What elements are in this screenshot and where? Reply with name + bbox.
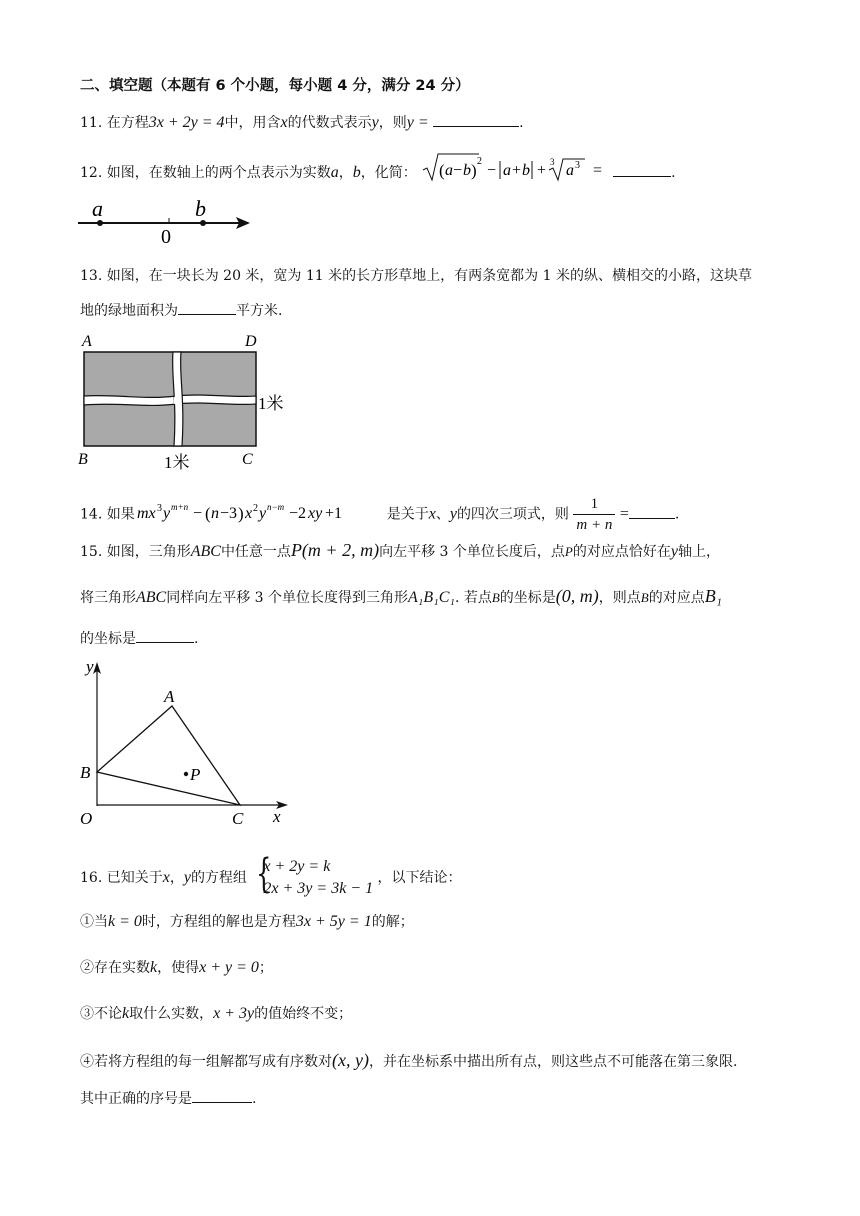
q16-text-a: 已知关于 — [106, 870, 163, 886]
q16-c1b: 时，方程组的解也是方程 — [141, 914, 296, 930]
q16-c2k: k — [150, 959, 158, 976]
q11-var-x: x — [280, 114, 288, 131]
q12-number: 12. — [80, 165, 103, 181]
svg-text:3: 3 — [575, 160, 581, 171]
svg-text:a: a — [503, 162, 512, 179]
q15-label-O: O — [80, 809, 93, 828]
question-11 — [80, 112, 524, 133]
q13-road-bottom-label: 1米 — [164, 453, 190, 472]
question-16 — [80, 851, 462, 900]
q16-conclusion-2 — [80, 958, 273, 978]
q15-y: y — [670, 543, 678, 560]
svg-text:+: + — [512, 162, 522, 179]
svg-text:−3: −3 — [219, 504, 237, 522]
svg-text:): ) — [471, 161, 477, 180]
q13-label-A: A — [82, 333, 92, 350]
question-13-line2 — [80, 300, 282, 321]
q15-label-P: P — [190, 765, 201, 784]
svg-text:n: n — [210, 504, 219, 522]
q16-sep: ， — [169, 870, 184, 886]
q15-tri-2: ABC — [136, 589, 167, 606]
q16-c2c: ； — [258, 960, 273, 976]
q15-tri: ABC — [190, 543, 221, 560]
q15-answer-blank[interactable] — [136, 628, 194, 643]
svg-text:(: ( — [204, 503, 211, 523]
q15-end: . — [194, 631, 199, 647]
q13-line2a: 地的绿地面积为 — [80, 303, 178, 319]
q11-text-b: 中，用含 — [224, 115, 281, 131]
svg-text:x: x — [244, 504, 252, 522]
q14-end: . — [674, 506, 680, 523]
q16-var-x: x — [162, 869, 170, 886]
svg-text:(: ( — [439, 161, 445, 180]
svg-text:xy: xy — [307, 504, 322, 522]
svg-text:−: − — [487, 162, 497, 179]
q14-var-x: x — [428, 505, 436, 523]
question-14 — [80, 494, 679, 535]
svg-text:−: − — [192, 504, 202, 522]
q14-text-b: 是关于 — [386, 506, 429, 523]
svg-text:−: − — [453, 162, 463, 179]
q13-label-B: B — [78, 451, 88, 468]
q16-c3k: k — [122, 1005, 130, 1022]
q15-label-A: A — [164, 687, 175, 706]
svg-text:=: = — [593, 162, 603, 179]
svg-text:+1: +1 — [324, 504, 342, 522]
q15-tri1: A₁B₁C₁ — [408, 589, 455, 606]
q16-conclusion-4 — [80, 1050, 737, 1072]
q12-expression — [421, 150, 613, 186]
q16-c2b: ，使得 — [157, 960, 200, 976]
q16-c2a: ②存在实数 — [80, 960, 150, 976]
svg-text:b: b — [463, 162, 472, 179]
q16-equation-system: { x + 2y = k 2x + 3y = 3k − 1 — [251, 856, 373, 900]
q16-c1c: 的解； — [371, 914, 414, 930]
q14-fraction — [573, 494, 615, 535]
q12-text-a: 如图，在数轴上的两个点表示为实数 — [106, 165, 331, 181]
q12-sep: ， — [338, 165, 353, 181]
question-15-line3 — [80, 628, 198, 649]
svg-text:2: 2 — [252, 502, 258, 514]
question-13-line1 — [80, 266, 752, 286]
svg-text:a: a — [445, 162, 454, 179]
q15-line1c: 向左平移 3 个单位长度后，点 — [379, 544, 565, 560]
q16-final — [80, 1088, 256, 1109]
q14-frac-num: 1 — [573, 494, 615, 515]
q16-text-b: 的方程组 — [190, 870, 247, 886]
svg-text:y: y — [162, 504, 170, 522]
q15-b-2: B — [640, 590, 649, 605]
q14-number: 14. — [80, 506, 103, 523]
q15-line2c: . 若点 — [454, 590, 492, 606]
q16-final-a: 其中正确的序号是 — [80, 1091, 192, 1107]
q16-text-c: ，以下结论： — [377, 870, 462, 886]
q11-text-c: 的代数式表示 — [287, 115, 372, 131]
q12-var-b: b — [352, 164, 361, 181]
q12-label-zero: 0 — [161, 226, 171, 248]
svg-text:n−m: n−m — [266, 501, 284, 512]
q16-var-y: y — [183, 869, 191, 886]
q15-number: 15. — [80, 544, 103, 560]
q14-polynomial — [135, 500, 387, 524]
svg-text:m+n: m+n — [170, 501, 188, 512]
q16-c2eq: x + y = 0 — [199, 959, 259, 976]
q15-line2b: 同样向左平移 3 个单位长度得到三角形 — [166, 590, 409, 606]
q16-answer-blank[interactable] — [192, 1088, 252, 1103]
svg-text:+: + — [537, 162, 547, 179]
q16-c1k: k = 0 — [108, 913, 142, 930]
svg-text:mx: mx — [136, 504, 156, 522]
q16-c4a: ④若将方程组的每一组解都写成有序数对 — [80, 1054, 332, 1070]
q14-text-a: 如果 — [106, 506, 135, 523]
q15-point: P(m + 2, m) — [290, 540, 380, 560]
q11-equation: 3x + 2y = 4 — [148, 114, 225, 131]
q16-c1eq: 3x + 5y = 1 — [295, 913, 372, 930]
question-12 — [80, 156, 676, 186]
q16-c3a: ③不论 — [80, 1006, 122, 1022]
q11-answer-blank[interactable] — [433, 112, 519, 127]
q11-lhs: y = — [406, 114, 429, 131]
q11-var-y: y — [371, 114, 379, 131]
q15-line3: 的坐标是 — [80, 631, 136, 647]
q11-end: . — [519, 115, 524, 131]
q15-line1a: 如图，三角形 — [106, 544, 191, 560]
q16-end: . — [252, 1091, 257, 1107]
q15-point-p — [184, 772, 188, 776]
q15-line1e: 轴上， — [677, 544, 720, 560]
q15-p: P — [564, 544, 573, 559]
q15-line2e: ，则点 — [598, 590, 641, 606]
q13-label-C: C — [242, 451, 253, 468]
q14-var-y: y — [449, 505, 457, 523]
q13-number: 13. — [80, 268, 103, 284]
q13-figure — [76, 330, 296, 478]
q16-number: 16. — [80, 870, 103, 886]
q12-var-a: a — [330, 164, 339, 181]
q15-figure — [76, 654, 296, 834]
section-title: 二、填空题（本题有 6 个小题，每小题 4 分，满分 24 分） — [80, 78, 470, 94]
q15-line2d: 的坐标是 — [499, 590, 556, 606]
question-15-line2 — [80, 586, 722, 608]
q16-eq1: x + 2y = k — [263, 858, 331, 875]
q15-line1d: 的对应点恰好在 — [572, 544, 671, 560]
q13-line1: 如图，在一块长为 20 米，宽为 11 米的长方形草地上，有两条宽都为 1 米的纵、横相交的小路，这块草 — [106, 268, 752, 284]
q16-c3b: 取什么实数， — [129, 1006, 214, 1022]
q13-answer-blank[interactable] — [178, 300, 236, 315]
q16-c1a: ①当 — [80, 914, 108, 930]
q15-line1b: 中任意一点 — [220, 544, 291, 560]
q11-text-a: 在方程 — [106, 115, 149, 131]
q12-label-a: a — [92, 196, 103, 221]
q13-label-D: D — [245, 333, 257, 350]
q15-b: B — [491, 590, 500, 605]
svg-text:2: 2 — [477, 156, 483, 167]
svg-text:b: b — [522, 162, 531, 179]
q15-coord: (0, m) — [555, 586, 599, 606]
q13-line2b: 平方米. — [236, 303, 283, 319]
svg-text:a: a — [566, 162, 575, 179]
q12-text-b: ，化简： — [360, 165, 417, 181]
q15-line2f: 的对应点 — [648, 590, 705, 606]
q14-sep: 、 — [435, 506, 450, 523]
q14-text-c: 的四次三项式，则 — [456, 506, 569, 523]
q14-frac-den: m + n — [576, 517, 613, 533]
svg-text:3: 3 — [156, 502, 162, 514]
q13-road-right-label: 1米 — [258, 394, 284, 413]
q12-end: . — [671, 165, 676, 181]
svg-text:−2: −2 — [288, 504, 306, 522]
q11-number: 11. — [80, 115, 103, 131]
q15-label-C: C — [232, 809, 244, 828]
q16-c3c: 的值始终不变； — [254, 1006, 353, 1022]
q12-label-b: b — [195, 196, 206, 221]
q11-text-d: ，则 — [378, 115, 407, 131]
q15-line2a: 将三角形 — [80, 590, 136, 606]
q14-answer-blank[interactable] — [629, 504, 675, 519]
q16-conclusion-3 — [80, 1004, 352, 1024]
q16-eq2: 2x + 3y = 3k − 1 — [263, 880, 374, 897]
q12-number-line — [76, 196, 260, 248]
svg-text:3: 3 — [550, 157, 555, 167]
q16-c4pair: (x, y) — [332, 1050, 369, 1070]
svg-text:y: y — [258, 504, 266, 522]
q12-answer-blank[interactable] — [613, 162, 671, 177]
q16-conclusion-1 — [80, 912, 414, 932]
question-15-line1 — [80, 540, 720, 562]
q15-label-y: y — [86, 657, 94, 676]
q15-label-x: x — [273, 807, 281, 826]
q15-label-B: B — [80, 763, 91, 782]
q15-b1: B₁ — [704, 586, 723, 606]
svg-text:): ) — [237, 503, 244, 523]
q16-c3eq: x + 3y — [213, 1005, 255, 1022]
q14-eq: = — [619, 505, 629, 523]
q16-c4b: ，并在坐标系中描出所有点，则这些点不可能落在第三象限. — [368, 1054, 738, 1070]
